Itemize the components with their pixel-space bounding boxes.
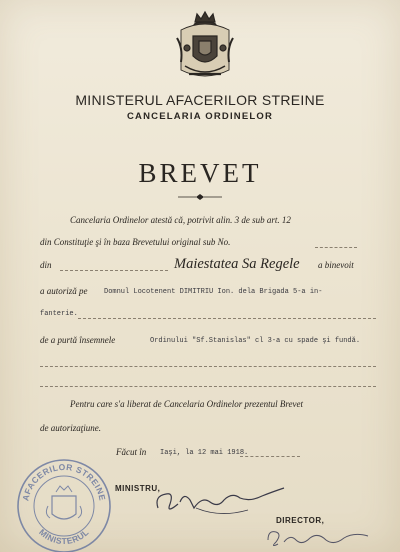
blank-line <box>240 456 300 457</box>
svg-text:MINISTERUL <box>37 527 91 546</box>
body-line-4-prefix: a autoriză pe <box>40 286 88 296</box>
blank-line <box>40 386 376 387</box>
body-line-3-suffix: a binevoit <box>318 260 354 270</box>
seal-bottom-text: MINISTERUL <box>37 526 91 547</box>
blank-line <box>40 366 376 367</box>
document-title: BREVET <box>138 158 262 188</box>
blank-line <box>78 318 376 319</box>
body-line-1: Cancelaria Ordinelor atestă că, potrivit alin. 3 de sub art. 12 <box>70 215 291 225</box>
royal-coat-of-arms-icon <box>173 8 237 84</box>
minister-signature-icon <box>150 478 290 520</box>
majesty-text: Maiestatea Sa Regele <box>174 256 300 272</box>
minister-label: MINISTRU, <box>115 484 161 493</box>
seal-top-text: AFACERILOR STREINE <box>20 461 108 502</box>
ministry-seal-stamp <box>14 456 114 552</box>
chancery-subtitle: CANCELARIA ORDINELOR <box>126 111 274 122</box>
ministry-title: MINISTERUL AFACERILOR STREINE <box>75 92 325 108</box>
place-date: Iaşi, la 12 mai 1918. <box>160 449 249 457</box>
recipient-unit: fanterie. <box>40 310 78 318</box>
director-label: DIRECTOR, <box>276 516 325 525</box>
body-line-7: Pentru care s'a liberat de Cancelaria Ordinelor prezentul Brevet <box>70 399 304 409</box>
recipient-name: Domnul Locotenent DIMITRIU Ion. dela Brigada 5-a in- <box>104 288 323 296</box>
body-line-6-prefix: de a purtă însemnele <box>40 335 116 345</box>
order-name: Ordinului "Sf.Stanislas" cl 3-a cu spade şi fundă. <box>150 337 361 345</box>
blank-line <box>315 247 357 248</box>
blank-line <box>60 270 168 271</box>
body-line-8: de autorizaţiune. <box>40 423 101 433</box>
place-date-prefix: Făcut în <box>116 447 147 457</box>
director-signature-icon <box>264 526 374 550</box>
body-line-3-prefix: din <box>40 260 52 270</box>
body-line-2: din Constituţie şi în baza Brevetului original sub No. <box>40 237 231 247</box>
ornament-divider-icon <box>176 193 224 201</box>
